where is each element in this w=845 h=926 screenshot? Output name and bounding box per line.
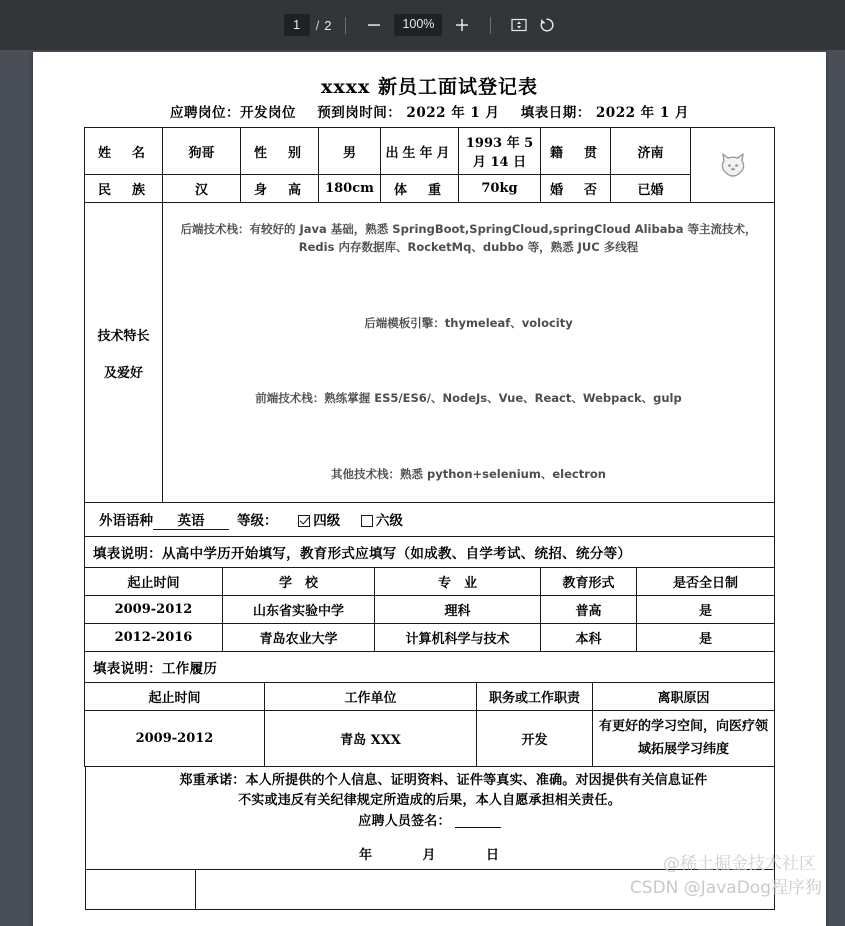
education-row0-school: 山东省实验中学 xyxy=(222,596,374,624)
education-note: 填表说明：从高中学历开始填写，教育形式应填写（如成教、自学考试、统招、统分等） xyxy=(84,537,774,568)
work-row0-role: 开发 xyxy=(476,711,592,767)
watermark-csdn: CSDN @JavaDog程序狗 xyxy=(629,878,822,898)
gender-label: 性 别 xyxy=(241,128,319,175)
partial-cell-left xyxy=(85,870,195,910)
hometown-label: 籍 贯 xyxy=(541,128,611,175)
page-navigation-group xyxy=(284,14,332,36)
toolbar-divider-2 xyxy=(490,17,491,34)
work-row0-reason: 有更好的学习空间，向医疗领域拓展学习纬度 xyxy=(592,711,774,767)
zoom-out-button[interactable] xyxy=(360,11,388,39)
name-label: 姓 名 xyxy=(85,128,163,175)
education-row1-school: 青岛农业大学 xyxy=(222,624,374,652)
pdf-page-sheet[interactable] xyxy=(33,52,826,926)
plus-icon xyxy=(454,17,470,33)
signature-blank[interactable] xyxy=(455,827,501,828)
fit-to-page-icon xyxy=(510,16,528,34)
minus-icon xyxy=(366,17,382,33)
work-note-row xyxy=(84,652,774,683)
checkbox-cet4[interactable] xyxy=(298,515,310,527)
gender-value: 男 xyxy=(319,128,381,175)
checkbox-cet6-label: 六级 xyxy=(375,513,403,529)
education-row1-fulltime: 是 xyxy=(636,624,774,652)
table-row xyxy=(84,596,774,624)
signature-line xyxy=(89,812,771,832)
date-year-label: 年 xyxy=(358,847,373,863)
checkbox-cet6[interactable] xyxy=(361,515,373,527)
language-value: 英语 xyxy=(153,509,229,530)
skills-label xyxy=(85,203,163,503)
rotate-counterclockwise-button[interactable] xyxy=(533,11,561,39)
table-row xyxy=(85,870,774,910)
onboard-time-value: 2022 年 1 月 xyxy=(406,105,500,121)
page-separator: / xyxy=(315,17,320,33)
birthdate-label: 出生年月 xyxy=(381,128,459,175)
education-header-row xyxy=(84,568,774,596)
height-value: 180cm xyxy=(319,175,381,203)
fill-date-label: 填表日期： xyxy=(520,105,591,121)
education-header-form: 教育形式 xyxy=(540,568,636,596)
onboard-time-label: 预到岗时间： xyxy=(317,105,402,121)
work-header-reason: 离职原因 xyxy=(592,683,774,711)
photo-cell xyxy=(691,128,775,203)
work-header-company: 工作单位 xyxy=(264,683,476,711)
name-value: 狗哥 xyxy=(163,128,241,175)
declaration-cell xyxy=(85,767,774,870)
zoom-level-display[interactable]: 100% xyxy=(394,14,442,36)
table-row-basic-1 xyxy=(85,128,775,175)
skills-label-line2: 及爱好 xyxy=(103,365,143,381)
education-header-major: 专 业 xyxy=(374,568,540,596)
watermark-juejin: @稀土掘金技术社区 xyxy=(663,854,816,874)
skill-line-backend: 后端技术栈：有较好的 Java 基础，熟悉 SpringBoot,SpringCloud,springCloud Alibaba 等主流技术，Redis 内存数据库、RocketMq、dubbo 等，熟悉 JUC 多线程 xyxy=(180,221,757,254)
table-row-skills xyxy=(85,203,775,503)
education-row0-fulltime: 是 xyxy=(636,596,774,624)
work-history-table xyxy=(84,651,775,767)
education-header-period: 起止时间 xyxy=(84,568,222,596)
language-label: 外语语种 xyxy=(99,513,153,529)
applied-position-label: 应聘岗位： xyxy=(170,105,241,121)
partial-cell-right xyxy=(195,870,774,910)
education-row1-form: 本科 xyxy=(540,624,636,652)
interview-registration-form xyxy=(33,72,826,910)
ethnicity-value: 汉 xyxy=(163,175,241,203)
skills-content xyxy=(163,203,775,503)
declaration-row xyxy=(85,767,774,870)
education-row0-period: 2009-2012 xyxy=(84,596,222,624)
marital-value: 已婚 xyxy=(611,175,691,203)
rotate-counterclockwise-icon xyxy=(538,16,556,34)
page-number-input[interactable]: 1 xyxy=(284,14,310,36)
weight-label: 体 重 xyxy=(381,175,459,203)
total-pages-label: 2 xyxy=(324,17,332,33)
hometown-value: 济南 xyxy=(611,128,691,175)
work-note: 填表说明：工作履历 xyxy=(84,652,774,683)
education-row1-major: 计算机科学与技术 xyxy=(374,624,540,652)
page-title: xxxx 新员工面试登记表 xyxy=(321,76,538,98)
fill-date-value: 2022 年 1 月 xyxy=(595,105,689,121)
work-header-period: 起止时间 xyxy=(84,683,264,711)
education-row0-form: 普高 xyxy=(540,596,636,624)
toolbar-divider-1 xyxy=(345,17,346,34)
height-label: 身 高 xyxy=(241,175,319,203)
education-row0-major: 理科 xyxy=(374,596,540,624)
work-header-role: 职务或工作职责 xyxy=(476,683,592,711)
skill-line-template-engine: 后端模板引擎：thymeleaf、volocity xyxy=(364,315,573,330)
education-header-fulltime: 是否全日制 xyxy=(636,568,774,596)
declaration-table xyxy=(85,766,775,870)
education-row1-period: 2012-2016 xyxy=(84,624,222,652)
work-row0-company: 青岛 XXX xyxy=(264,711,476,767)
birthdate-value: 1993 年 5 月 14 日 xyxy=(459,128,541,175)
fit-to-page-button[interactable] xyxy=(505,11,533,39)
work-header-row xyxy=(84,683,774,711)
language-level-label: 等级： xyxy=(237,513,278,529)
weight-value: 70kg xyxy=(459,175,541,203)
basic-info-table xyxy=(84,127,775,537)
work-row0-period: 2009-2012 xyxy=(84,711,264,767)
date-line xyxy=(89,846,771,866)
ethnicity-label: 民 族 xyxy=(85,175,163,203)
date-month-label: 月 xyxy=(422,847,437,863)
table-row xyxy=(84,624,774,652)
table-row-language xyxy=(85,503,775,537)
zoom-in-button[interactable] xyxy=(448,11,476,39)
skills-label-line1: 技术特长 xyxy=(97,328,150,344)
checkbox-cet4-label: 四级 xyxy=(313,513,341,529)
skill-line-other: 其他技术栈：熟悉 python+selenium、electron xyxy=(331,467,606,482)
avatar-cat-face-icon xyxy=(717,149,749,181)
signature-label: 应聘人员签名： xyxy=(358,814,451,829)
skill-line-frontend: 前端技术栈：熟练掌握 ES5/ES6/、NodeJs、Vue、React、Webpack、gulp xyxy=(255,391,682,406)
table-row xyxy=(84,711,774,767)
date-day-label: 日 xyxy=(486,847,501,863)
marital-label: 婚 否 xyxy=(541,175,611,203)
next-section-partial-table xyxy=(85,869,775,910)
table-row-basic-2 xyxy=(85,175,775,203)
education-note-row xyxy=(84,537,774,568)
pdf-toolbar xyxy=(0,0,845,50)
avatar xyxy=(694,149,771,181)
education-header-school: 学 校 xyxy=(222,568,374,596)
declaration-line2: 不实或违反有关纪律规定所造成的后果，本人自愿承担相关责任。 xyxy=(238,792,621,808)
language-cell xyxy=(85,503,775,537)
declaration-line1: 郑重承诺：本人所提供的个人信息、证明资料、证件等真实、准确。对因提供有关信息证件 xyxy=(179,773,708,788)
applied-position-value: 开发岗位 xyxy=(240,105,297,121)
form-subheader xyxy=(33,101,826,121)
education-table xyxy=(84,536,775,652)
